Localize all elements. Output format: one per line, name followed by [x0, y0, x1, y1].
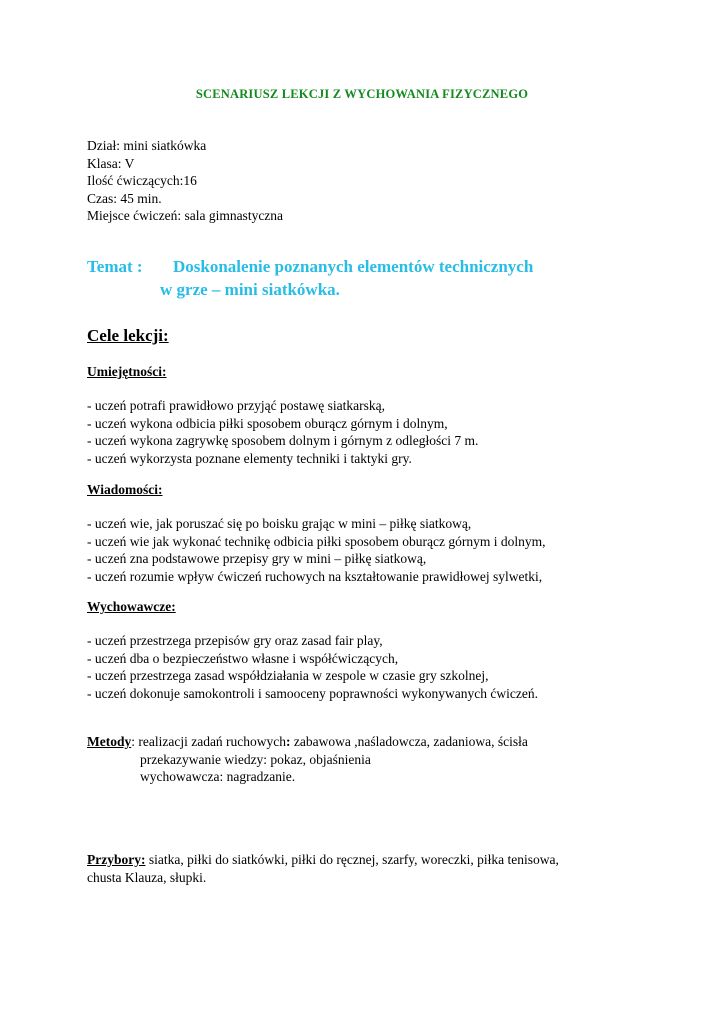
equipment-paragraph	[87, 851, 559, 886]
equipment-line-2: chusta Klauza, słupki.	[87, 869, 207, 885]
list-item: - uczeń wykorzysta poznane elementy techniki i taktyki gry.	[87, 450, 412, 466]
list-item: - uczeń wie, jak poruszać się po boisku grając w mini – piłkę siatkową,	[87, 516, 472, 531]
methods-line-2: przekazywanie wiedzy: pokaz, objaśnienia	[140, 751, 371, 767]
list-item: - uczeń wykona zagrywkę sposobem dolnym i górnym z odległości 7 m.	[87, 433, 479, 448]
methods-line-3: wychowawcza: nagradzanie.	[140, 769, 296, 784]
skills-list	[87, 397, 478, 467]
meta-class: Klasa: V	[87, 155, 135, 171]
meta-duration: Czas: 45 min.	[87, 190, 162, 206]
list-item: - uczeń wie jak wykonać technikę odbicia piłki sposobem oburącz górnym i dolnym,	[87, 533, 546, 549]
meta-location: Miejsce ćwiczeń: sala gimnastyczna	[87, 208, 284, 223]
meta-participants: Ilość ćwiczących:16	[87, 173, 197, 188]
list-item: - uczeń przestrzega zasad współdziałania w zespole w czasie gry szkolnej,	[87, 668, 489, 683]
methods-paragraph	[87, 733, 528, 786]
goals-heading: Cele lekcji:	[87, 326, 169, 345]
list-item: - uczeń rozumie wpływ ćwiczeń ruchowych na kształtowanie prawidłowej sylwetki,	[87, 568, 543, 584]
lesson-meta	[87, 137, 283, 225]
methods-line-1a: : realizacji zadań ruchowych	[131, 734, 287, 749]
list-item: - uczeń wykona odbicia piłki sposobem oburącz górnym i dolnym,	[87, 415, 448, 431]
skills-heading: Umiejętności:	[87, 364, 167, 379]
knowledge-heading: Wiadomości:	[87, 482, 163, 497]
equipment-line-1: siatka, piłki do siatkówki, piłki do ręcznej, szarfy, woreczki, piłka tenisowa,	[145, 852, 559, 867]
methods-label: Metody	[87, 734, 132, 749]
list-item: - uczeń zna podstawowe przepisy gry w mini – piłkę siatkową,	[87, 551, 427, 566]
topic-line-2: w grze – mini siatkówka.	[160, 280, 340, 299]
equipment-label: Przybory:	[87, 852, 146, 867]
topic-line-1: Doskonalenie poznanych elementów technicznych	[173, 257, 534, 276]
lesson-topic	[87, 255, 533, 301]
methods-colon: :	[286, 734, 291, 749]
educational-list	[87, 632, 538, 702]
document-title: SCENARIUSZ LEKCJI Z WYCHOWANIA FIZYCZNEGO	[195, 87, 529, 101]
list-item: - uczeń potrafi prawidłowo przyjąć postawę siatkarską,	[87, 398, 386, 413]
meta-section: Dział: mini siatkówka	[87, 138, 207, 153]
methods-line-1b: zabawowa ,naśladowcza, zadaniowa, ścisła	[290, 734, 528, 749]
list-item: - uczeń dba o bezpieczeństwo własne i współćwiczących,	[87, 650, 399, 666]
topic-label: Temat :	[87, 257, 143, 276]
knowledge-list	[87, 515, 546, 585]
list-item: - uczeń dokonuje samokontroli i samooceny poprawności wykonywanych ćwiczeń.	[87, 685, 538, 701]
list-item: - uczeń przestrzega przepisów gry oraz zasad fair play,	[87, 633, 383, 648]
educational-heading: Wychowawcze:	[87, 599, 176, 614]
